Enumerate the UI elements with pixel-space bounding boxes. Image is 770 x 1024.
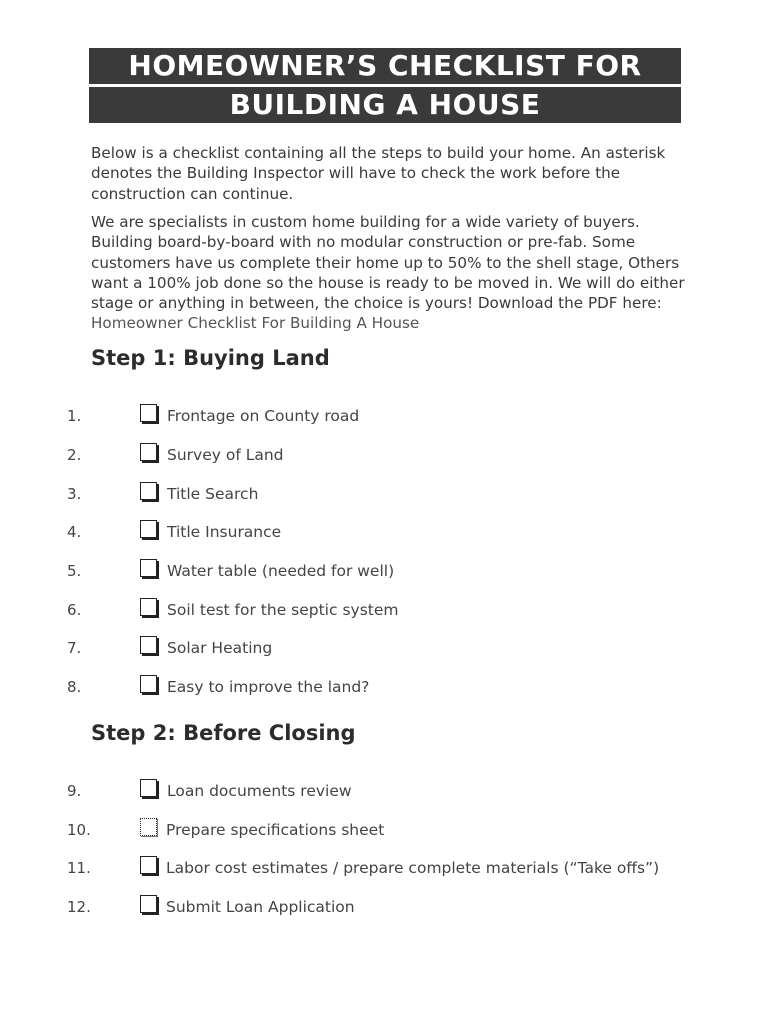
checkbox[interactable] [140, 520, 157, 538]
checklist-item [0, 821, 770, 851]
specialists-paragraph [91, 212, 691, 334]
item-label: Submit Loan Application [166, 898, 355, 916]
item-label: Survey of Land [167, 446, 284, 464]
checkbox[interactable] [140, 895, 157, 913]
checklist-item [0, 485, 770, 515]
item-label: Loan documents review [167, 782, 352, 800]
item-label: Title Search [167, 485, 259, 503]
checkbox[interactable] [140, 482, 157, 500]
item-label: Prepare specifications sheet [166, 821, 385, 839]
checkbox[interactable] [140, 636, 157, 654]
item-label: Easy to improve the land? [167, 678, 370, 696]
checklist-item [0, 859, 770, 889]
item-number: 2. [67, 446, 82, 464]
intro-paragraph: Below is a checklist containing all the steps to build your home. An asterisk denotes the Building Inspector will have to check the work before the construction can continue. [91, 144, 666, 203]
item-label: Frontage on County road [167, 407, 360, 425]
checklist-item [0, 407, 770, 437]
checkbox[interactable] [140, 559, 157, 577]
checkbox[interactable] [140, 443, 157, 461]
item-number: 12. [67, 898, 91, 916]
item-number: 8. [67, 678, 82, 696]
item-label: Title Insurance [167, 523, 282, 541]
pdf-download-link[interactable]: Homeowner Checklist For Building A House [91, 314, 420, 333]
checkbox[interactable] [140, 404, 157, 422]
checklist-item [0, 562, 770, 592]
item-number: 3. [67, 485, 82, 503]
checkbox[interactable] [140, 856, 157, 874]
step-1-heading: Step 1: Buying Land [91, 346, 330, 370]
item-label: Labor cost estimates / prepare complete materials (“Take offs”) [166, 859, 660, 877]
checklist-item [0, 639, 770, 669]
item-number: 9. [67, 782, 82, 800]
checklist-item [0, 523, 770, 553]
specialists-text: We are specialists in custom home building for a wide variety of buyers. Building board-by-board with no modular construction or pre-fab. Some customers have us complete their home up to 50% to the shell stage, Others want a 100% job done so the house is ready to be moved in. We will do either stage or anything in between, the choice is yours! Download the PDF here: [91, 213, 685, 313]
item-number: 4. [67, 523, 82, 541]
checkbox[interactable] [140, 675, 157, 693]
checklist-item [0, 446, 770, 476]
item-label: Water table (needed for well) [167, 562, 395, 580]
title-line-1: HOMEOWNER’S CHECKLIST FOR [89, 48, 681, 84]
checklist-item [0, 601, 770, 631]
item-number: 1. [67, 407, 82, 425]
item-label: Soil test for the septic system [167, 601, 399, 619]
item-number: 6. [67, 601, 82, 619]
checklist-item [0, 782, 770, 812]
item-label: Solar Heating [167, 639, 273, 657]
checkbox[interactable] [140, 779, 157, 797]
item-number: 11. [67, 859, 91, 877]
item-number: 5. [67, 562, 82, 580]
item-number: 7. [67, 639, 82, 657]
checklist-item [0, 678, 770, 708]
checklist-item [0, 898, 770, 928]
item-number: 10. [67, 821, 91, 839]
title-line-2: BUILDING A HOUSE [89, 87, 681, 123]
step-2-heading: Step 2: Before Closing [91, 721, 356, 745]
checkbox[interactable] [140, 598, 157, 616]
checkbox[interactable] [140, 818, 157, 836]
